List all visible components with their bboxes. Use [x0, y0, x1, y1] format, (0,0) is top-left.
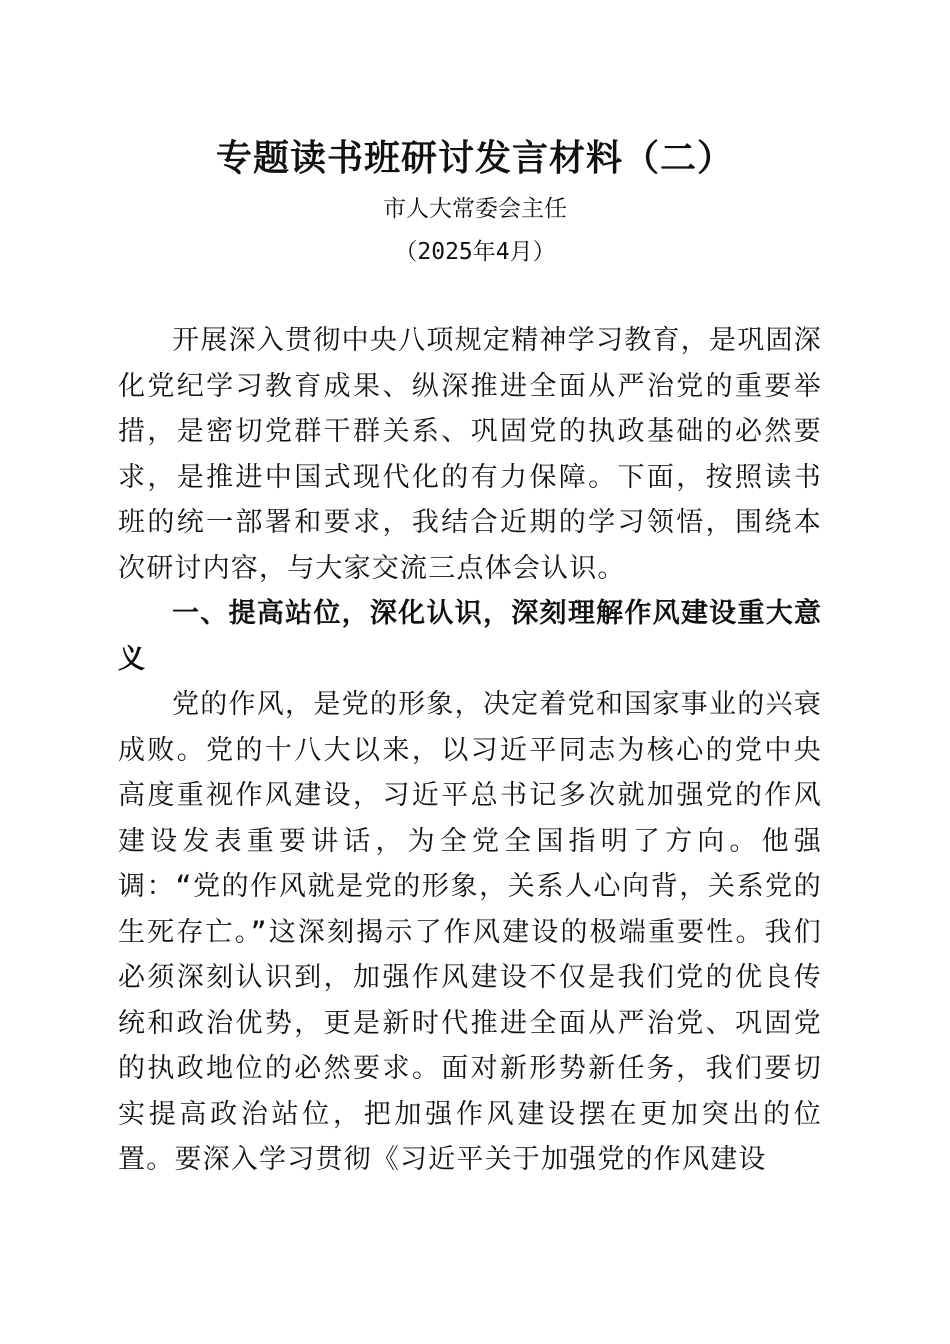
intro-paragraph: 开展深入贯彻中央八项规定精神学习教育，是巩固深化党纪学习教育成果、纵深推进全面从严治党的重要举措，是密切党群干群关系、巩固党的执政基础的必然要求，是推进中国式现代化的有力保障。下面，按照读书班的统一部署和要求，我结合近期的学习领悟，围绕本次研讨内容，与大家交流三点体会认识。: [118, 325, 822, 584]
date-line: （2025年4月）: [394, 239, 556, 265]
section-paragraph: 党的作风，是党的形象，决定着党和国家事业的兴衰成败。党的十八大以来，以习近平同志为核心的党中央高度重视作风建设，习近平总书记多次就加强党的作风建设发表重要讲话，为全党全国指明了方向。他强调：“党的作风就是党的形象，关系人心向背，关系党的生死存亡。”这深刻揭示了作风建设的极端重要性。我们必须深刻认识到，加强作风建设不仅是我们党的优良传统和政治优势，更是新时代推进全面从严治党、巩固党的执政地位的必然要求。面对新形势新任务，我们要切实提高政治站位，把加强作风建设摆在更加突出的位置。要深入学习贯彻《习近平关于加强党的作风建设: [118, 689, 822, 1175]
document-body: [118, 318, 822, 1183]
document-title: 专题读书班研讨发言材料（二）: [215, 137, 734, 179]
author-line: 市人大常委会主任: [383, 196, 567, 222]
section-heading: 一、提高站位，深化认识，深刻理解作风建设重大意义: [118, 598, 822, 675]
